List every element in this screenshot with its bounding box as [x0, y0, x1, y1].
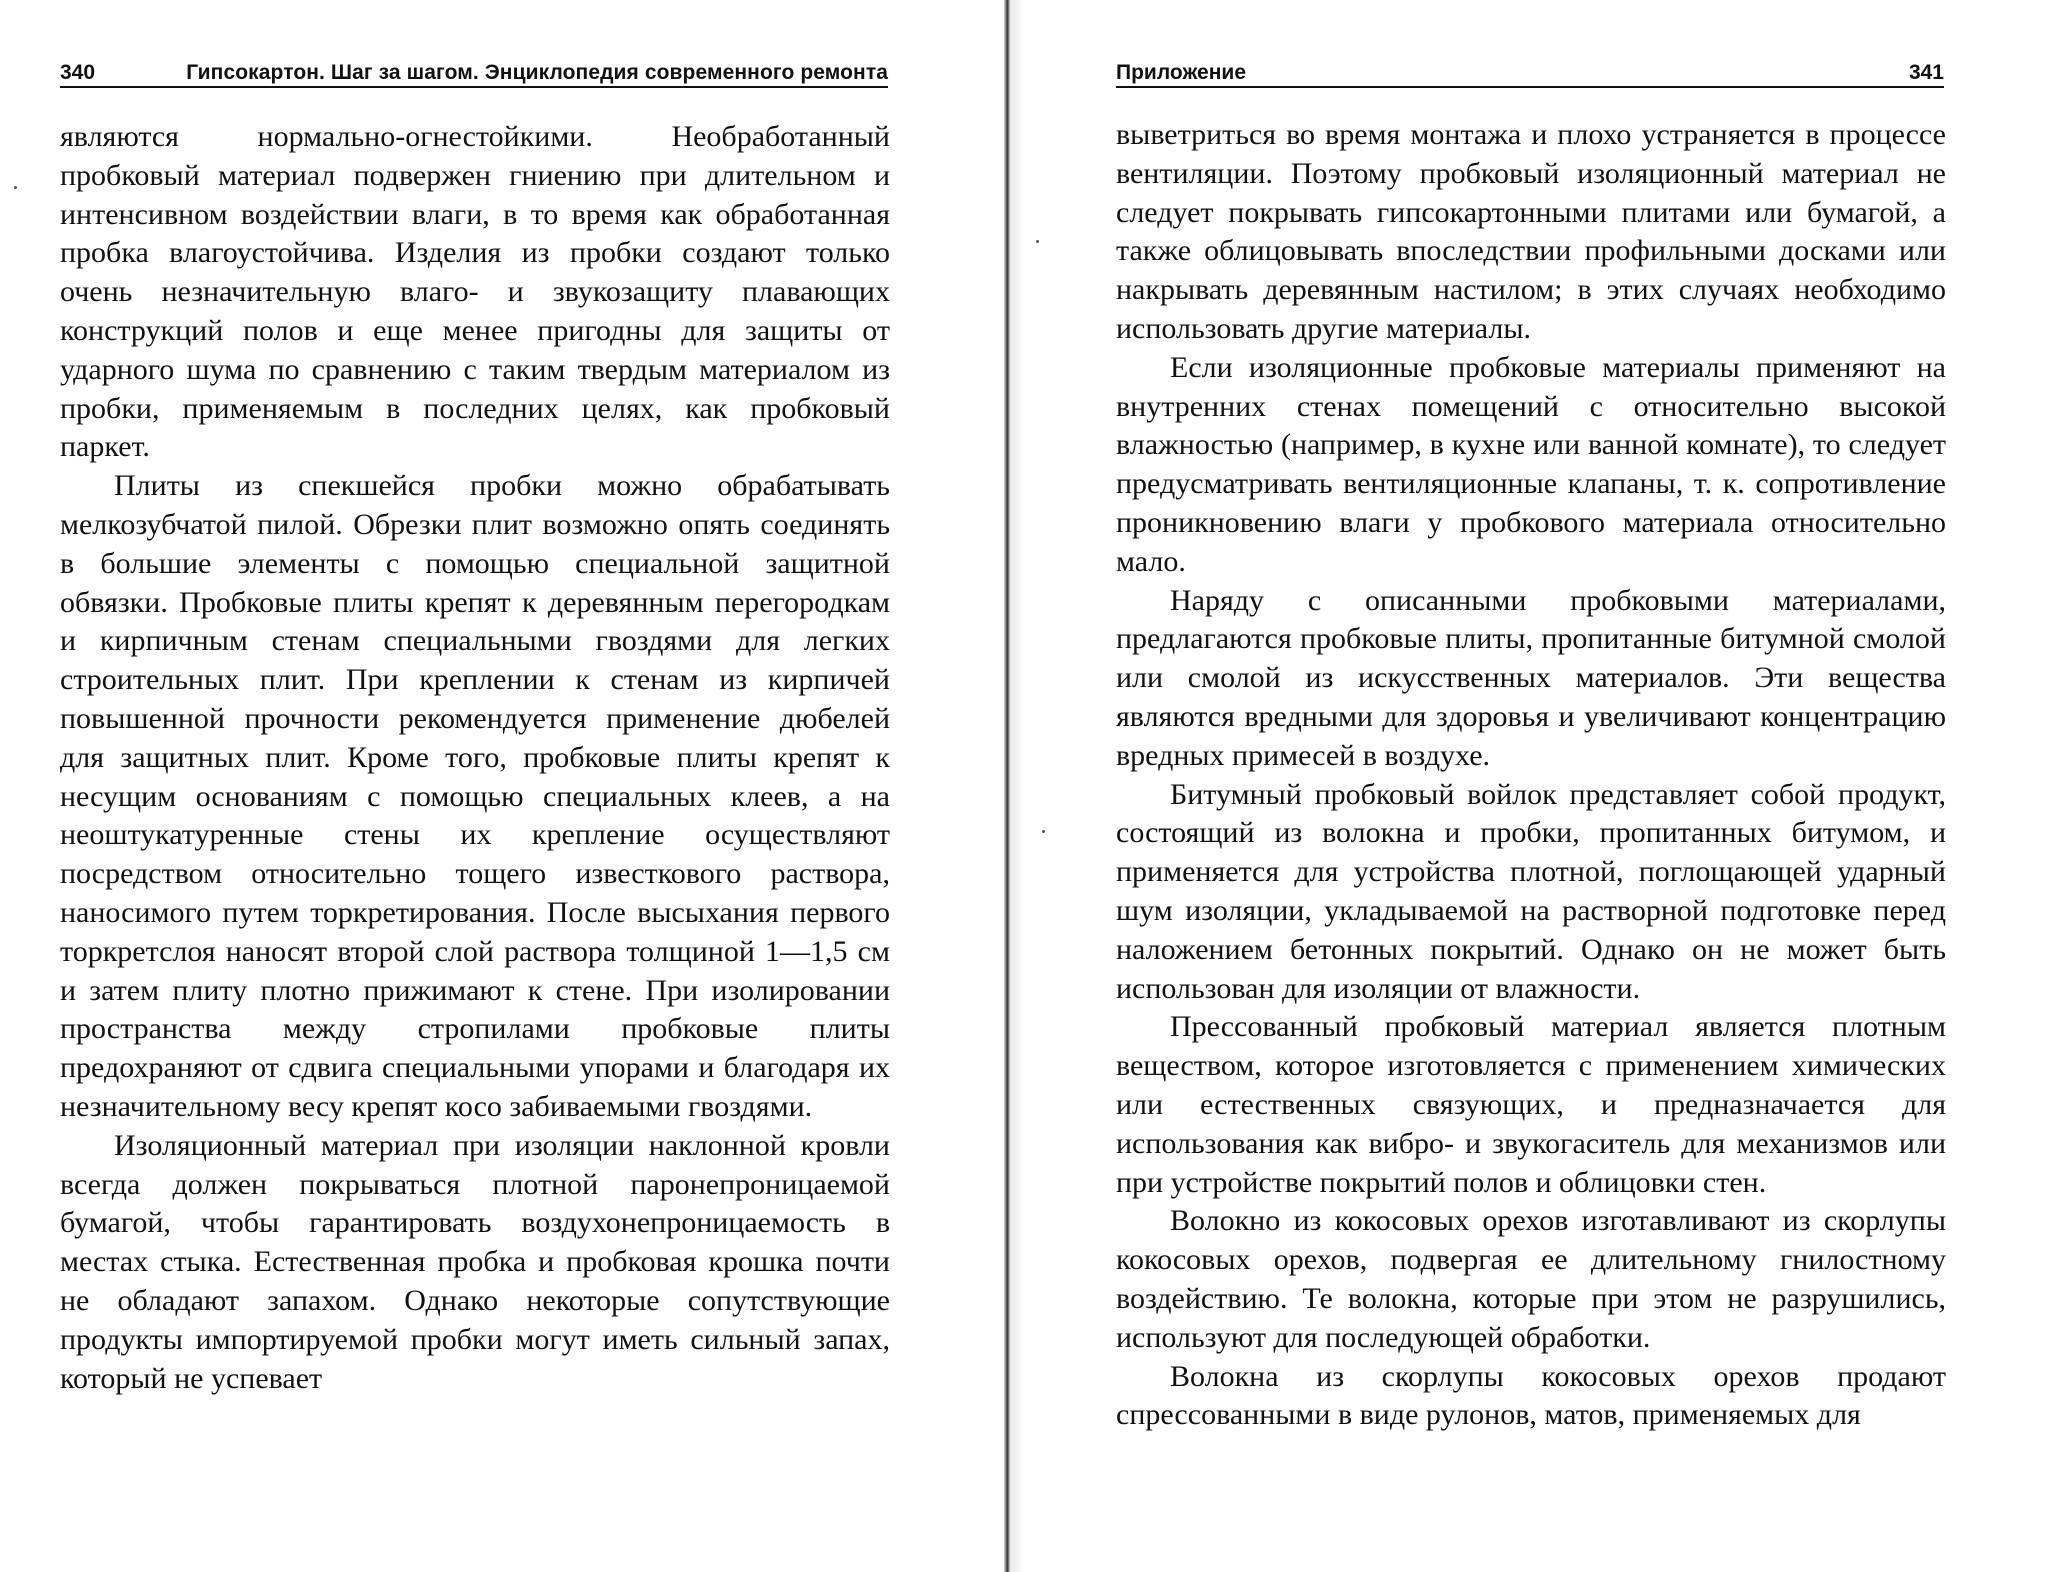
- right-running-title: Приложение: [1116, 61, 1247, 84]
- left-paragraph-3: Изоляционный материал при изоляции наклонной кровли всегда должен покрываться плотной паронепроницаемой бумагой, чтобы гарантировать воздухонепроницаемость в местах стыка. Естественная пробка и пробковая крошка почти не обладают запахом. Однако некоторые сопутствующие продукты импортируемой пробки могут иметь сильный запах, который не успевает: [60, 1128, 890, 1395]
- right-paragraph-5: Прессованный пробковый материал является плотным веществом, которое изготовляется с применением химических или естественных связующих, и предназначается для использования как вибро- и звукогаситель для механизмов или при устройстве покрытий полов и облицовки стен.: [1116, 1010, 1946, 1199]
- right-page-header: [1116, 56, 1944, 88]
- left-paragraph-1: являются нормально-огнестойкими. Необработанный пробковый материал подвержен гниению при длительном и интенсивном воздействии влаги, в то время как обработанная пробка влагоустойчива. Изделия из пробки создают только очень незначительную влаго- и звукозащиту плавающих конструкций полов и еще менее пригодны для защиты от ударного шума по сравнению с таким твердым материалом из пробки, применяемым в последних целях, как пробковый паркет.: [60, 120, 890, 464]
- scan-speck: [1036, 240, 1039, 243]
- left-page: [0, 0, 1008, 1572]
- scan-speck: [14, 186, 17, 189]
- left-paragraph-2: Плиты из спекшейся пробки можно обрабатывать мелкозубчатой пилой. Обрезки плит возможно опять соединять в большие элементы с помощью специальной защитной обвязки. Пробковые плиты крепят к деревянным перегородкам и кирпичным стенам специальными гвоздями для легких строительных плит. При креплении к стенам из кирпичей повышенной прочности рекомендуется применение дюбелей для защитных плит. Кроме того, пробковые плиты крепят к несущим основаниям с помощью специальных клеев, а на неоштукатуренные стены их крепление осуществляют посредством относительно тощего известкового раствора, наносимого путем торкретирования. После высыхания первого торкретслоя наносят второй слой раствора толщиной 1—1,5 см и затем плиту плотно прижимают к стене. При изолировании пространства между стропилами пробковые плиты предохраняют от сдвига специальными упорами и благодаря их незначительному весу крепят косо забиваемыми гвоздями.: [60, 469, 890, 1123]
- right-page-body: [1116, 116, 1946, 1435]
- scan-speck: [1042, 830, 1045, 833]
- right-paragraph-4: Битумный пробковый войлок представляет собой продукт, состоящий из волокна и пробки, пропитанных битумом, и применяется для устройства плотной, поглощающей ударный шум изоляции, укладываемой на растворной подготовке перед наложением бетонных покрытий. Однако он не может быть использован для изоляции от влажности.: [1116, 777, 1946, 1005]
- left-page-body: [60, 118, 890, 1398]
- right-paragraph-3: Наряду с описанными пробковыми материалами, предлагаются пробковые плиты, пропитанные битумной смолой или смолой из искусственных материалов. Эти вещества являются вредными для здоровья и увеличивают концентрацию вредных примесей в воздухе.: [1116, 583, 1946, 772]
- right-paragraph-6: Волокно из кокосовых орехов изготавливают из скорлупы кокосовых орехов, подвергая ее длительному гнилостному воздействию. Те волокна, которые при этом не разрушились, используют для последующей обработки.: [1116, 1204, 1946, 1354]
- right-paragraph-1: выветриться во время монтажа и плохо устраняется в процессе вентиляции. Поэтому пробковый изоляционный материал не следует покрывать гипсокартонными плитами или бумагой, а также облицовывать впоследствии профильными досками или накрывать деревянным настилом; в этих случаях необходимо использовать другие материалы.: [1116, 118, 1946, 345]
- left-running-title: Гипсокартон. Шаг за шагом. Энциклопедия современного ремонта: [186, 61, 888, 84]
- right-paragraph-2: Если изоляционные пробковые материалы применяют на внутренних стенах помещений с относительно высокой влажностью (например, в кухне или ванной комнате), то следует предусматривать вентиляционные клапаны, т. к. сопротивление проникновению влаги у пробкового материала относительно мало.: [1116, 350, 1946, 578]
- right-page-number: 341: [1908, 61, 1944, 84]
- left-page-header: [60, 56, 888, 88]
- right-page: [1012, 0, 2048, 1572]
- right-paragraph-7: Волокна из скорлупы кокосовых орехов продают спрессованными в виде рулонов, матов, применяемых для: [1116, 1359, 1946, 1432]
- left-page-number: 340: [60, 61, 96, 84]
